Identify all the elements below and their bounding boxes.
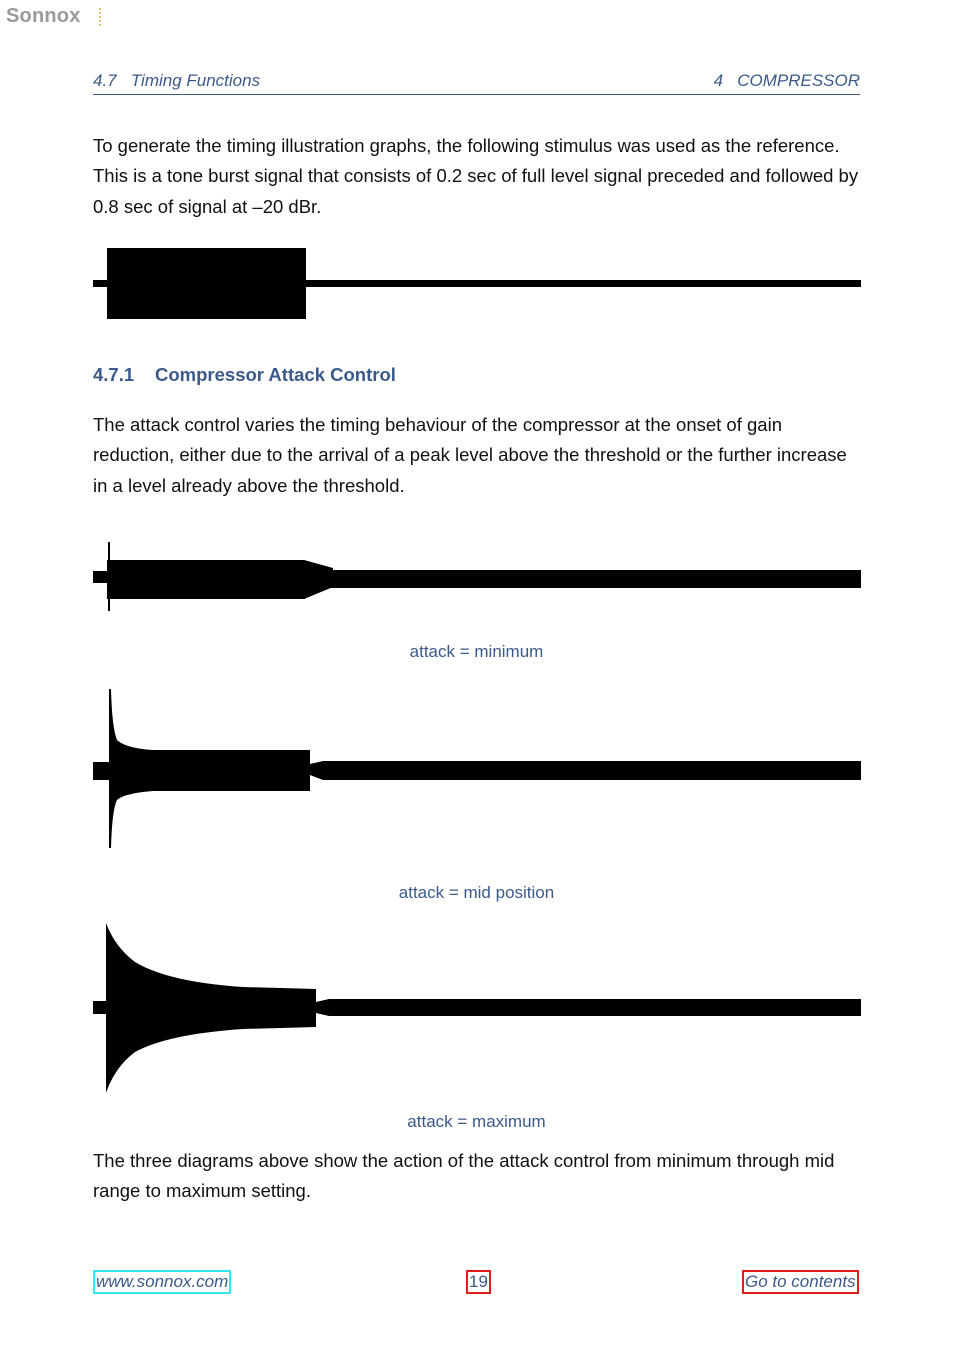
waveform-release-band [304, 570, 861, 588]
caption-attack-maximum: attack = maximum [407, 1112, 546, 1131]
section-title: Compressor Attack Control [155, 364, 396, 385]
waveform-attack-envelope [106, 923, 316, 1093]
intro-paragraph: To generate the timing illustration graphs, the following stimulus was used as the reference. This is a tone burst signal that consists of 0.2 sec of full level signal preceded and followed by 0.8 sec of signal at –20 dBr. [93, 135, 859, 217]
caption-attack-minimum: attack = minimum [409, 642, 544, 661]
page-number-link[interactable]: 19 [466, 1270, 491, 1294]
section-number: 4.7.1 [93, 364, 135, 385]
reference-stimulus-waveform [93, 247, 861, 321]
waveform-attack-maximum [93, 922, 861, 1094]
waveform-attack-envelope [109, 689, 310, 848]
header-divider [93, 94, 860, 95]
go-to-contents-link[interactable]: Go to contents [742, 1270, 859, 1294]
waveform-release-band [316, 999, 861, 1016]
sonnox-logo: Sonnox [6, 5, 81, 27]
website-link[interactable]: www.sonnox.com [93, 1270, 231, 1294]
header-section-title: 4.7 Timing Functions [93, 71, 261, 90]
header-chapter-title: 4 COMPRESSOR [713, 71, 860, 90]
section-heading [93, 364, 396, 386]
stimulus-tone-burst [107, 248, 306, 319]
summary-paragraph: The three diagrams above show the action of the attack control from minimum through mid range to maximum setting. [93, 1150, 835, 1202]
waveform-attack-minimum [93, 541, 861, 613]
logo-mark-icon [99, 8, 103, 26]
attack-paragraph: The attack control varies the timing behaviour of the compressor at the onset of gain reduction, either due to the arrival of a peak level above the threshold or the further increase in a level already above the threshold. [93, 414, 847, 496]
waveform-attack-mid [93, 688, 861, 850]
waveform-attack-spike [108, 542, 110, 611]
waveform-burst [107, 560, 305, 599]
waveform-release-band [310, 761, 861, 780]
caption-attack-mid: attack = mid position [398, 883, 555, 902]
